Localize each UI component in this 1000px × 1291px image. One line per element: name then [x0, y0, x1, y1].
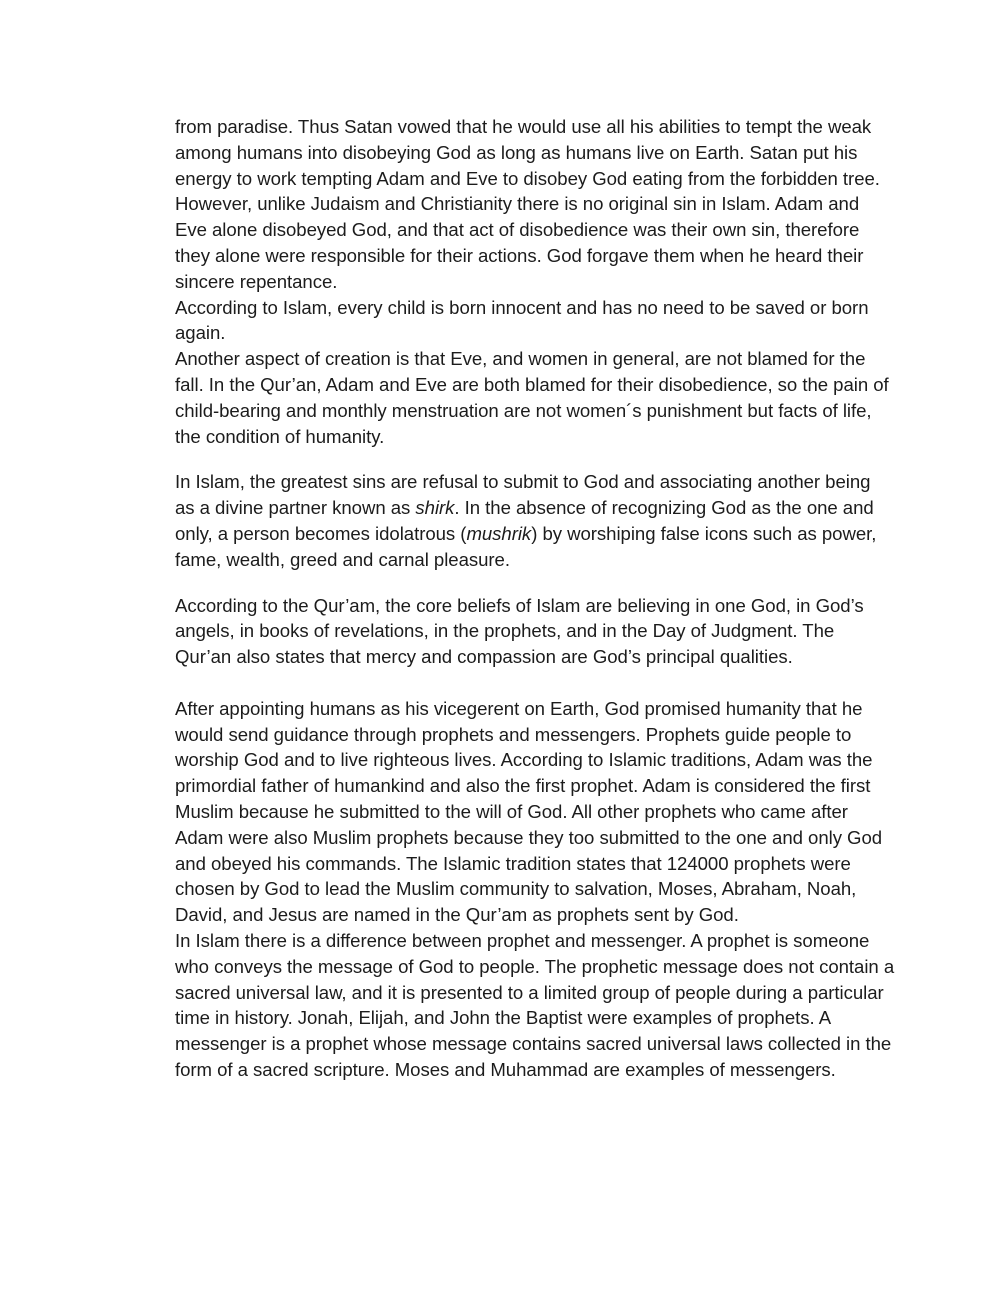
paragraph-greatest-sins — [175, 469, 895, 572]
paragraph-prophets: After appointing humans as his vicegerent on Earth, God promised humanity that he would send guidance through prophets and messengers. Prophets guide people to worship God and to live righteous lives. According to Islamic traditions, Adam was the primordial father of humankind and also the first prophet. Adam is considered the first Muslim because he submitted to the will of God. All other prophets who came after Adam were also Muslim prophets because they too submitted to the one and only God and obeyed his commands. The Islamic tradition states that 124000 prophets were chosen by God to lead the Muslim community to salvation, Moses, Abraham, Noah, David, and Jesus are named in the Qur’am as prophets sent by God. — [175, 697, 883, 926]
term-mushrik: mushrik — [466, 522, 532, 544]
document-body — [175, 114, 895, 1083]
paragraph-original-sin: from paradise. Thus Satan vowed that he would use all his abilities to tempt the weak among humans into disobeying God as long as humans live on Earth. Satan put his energy to work tempting Adam and Eve to disobey God eating from the forbidden tree. However, unlike Judaism and Christianity there is no original sin in Islam. Adam and Eve alone disobeyed God, and that act of disobedience was their own sin, therefore they alone were responsible for their actions. God forgave them when he heard their sincere repentance. — [175, 116, 880, 292]
paragraph-child-innocence: According to Islam, every child is born innocent and has no need to be saved or born again. — [175, 296, 869, 344]
term-shirk: shirk — [415, 497, 455, 519]
paragraph-greatest-sins-text-3: ) by worshiping false icons such as power, fame, wealth, greed and carnal pleasure. — [175, 522, 877, 570]
paragraph-greatest-sins-text-1: In Islam, the greatest sins are refusal to submit to God and associating another being as a divine partner known as — [175, 471, 871, 519]
paragraph-greatest-sins-text-2: . In the absence of recognizing God as the one and only, a person becomes idolatrous ( — [175, 497, 874, 544]
paragraph-prophet-vs-messenger: In Islam there is a difference between prophet and messenger. A prophet is someone who conveys the message of God to people. The prophetic message does not contain a sacred universal law, and it is presented to a limited group of people during a particular time in history. Jonah, Elijah, and John the Baptist were examples of prophets. A messenger is a prophet whose message contains sacred universal laws collected in the form of a sacred scripture. Moses and Muhammad are examples of messengers. — [175, 929, 895, 1080]
paragraph-core-beliefs: According to the Qur’am, the core beliefs of Islam are believing in one God, in God’s angels, in books of revelations, in the prophets, and in the Day of Judgment. The Qur’an also states that mercy and compassion are God’s principal qualities. — [175, 594, 864, 668]
paragraph-eve-not-blamed: Another aspect of creation is that Eve, and women in general, are not blamed for the fall. In the Qur’an, Adam and Eve are both blamed for their disobedience, so the pain of child-bearing and monthly menstruation are not women´s punishment but facts of life, the condition of humanity. — [175, 348, 889, 447]
